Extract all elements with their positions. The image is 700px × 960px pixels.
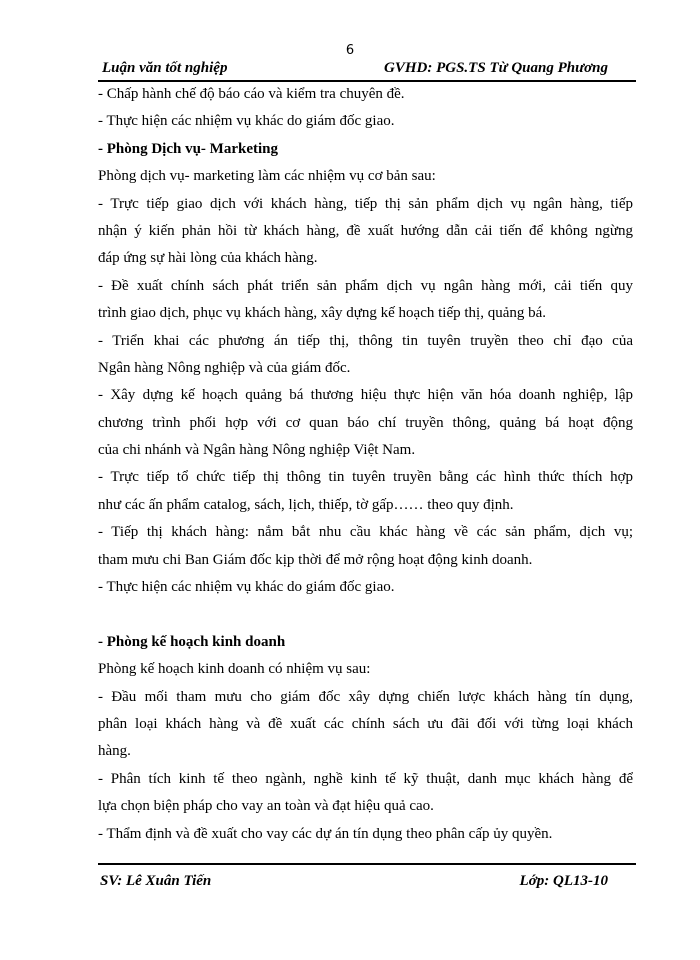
- page-number: 6: [345, 43, 355, 58]
- paragraph-gap: [98, 601, 633, 628]
- footer-student: SV: Lê Xuân Tiến: [100, 873, 212, 889]
- page-header: [98, 58, 636, 82]
- text-line: - Đề xuất chính sách phát triển sản phẩm dịch vụ ngân hàng mới, cải tiến quy: [98, 277, 633, 294]
- text-line: - Chấp hành chế độ báo cáo và kiểm tra chuyên đề.: [98, 86, 405, 102]
- document-body: [98, 81, 633, 848]
- text-line: nhận ý kiến phản hồi từ khách hàng, đề xuất hướng dẫn cải tiến để không ngừng: [98, 222, 633, 239]
- header-thesis-title: Luận văn tốt nghiệp: [102, 60, 228, 76]
- text-line: - Triển khai các phương án tiếp thị, thông tin tuyên truyền theo chỉ đạo của: [98, 332, 633, 349]
- text-line: trình giao dịch, phục vụ khách hàng, xây dựng kế hoạch tiếp thị, quảng bá.: [98, 305, 547, 322]
- text-line: Ngân hàng Nông nghiệp và của giám đốc.: [98, 359, 351, 376]
- text-line: - Trực tiếp tổ chức tiếp thị thông tin tuyên truyền bằng các hình thức thích hợp: [98, 469, 633, 486]
- text-line: đáp ứng sự hài lòng của khách hàng.: [98, 250, 318, 267]
- page-footer: [98, 863, 636, 895]
- text-line: - Thẩm định và đề xuất cho vay các dự án tín dụng theo phân cấp ủy quyền.: [98, 825, 553, 842]
- text-line: phân loại khách hàng và đề xuất các chính sách ưu đãi đối với từng loại khách: [98, 715, 633, 732]
- section-heading-business-planning: - Phòng kế hoạch kinh doanh: [98, 633, 286, 650]
- text-line: - Thực hiện các nhiệm vụ khác do giám đốc giao.: [98, 579, 395, 596]
- text-line: lựa chọn biện pháp cho vay an toàn và đạt hiệu quả cao.: [98, 798, 434, 815]
- footer-class: Lớp: QL13-10: [519, 873, 608, 889]
- text-line: tham mưu chi Ban Giám đốc kịp thời để mở rộng hoạt động kinh doanh.: [98, 551, 533, 568]
- section-heading-marketing: - Phòng Dịch vụ- Marketing: [98, 140, 278, 157]
- text-line: - Thực hiện các nhiệm vụ khác do giám đốc giao.: [98, 113, 395, 130]
- text-line: - Đầu mối tham mưu cho giám đốc xây dựng chiến lược khách hàng tín dụng,: [98, 688, 633, 705]
- text-line: - Phân tích kinh tế theo ngành, nghề kinh tế kỹ thuật, danh mục khách hàng để: [98, 770, 633, 787]
- text-line: - Tiếp thị khách hàng: nắm bắt nhu cầu khác hàng về các sản phẩm, dịch vụ;: [98, 524, 633, 541]
- text-line: hàng.: [98, 743, 131, 760]
- header-advisor: GVHD: PGS.TS Từ Quang Phương: [384, 60, 608, 76]
- text-line: - Trực tiếp giao dịch với khách hàng, tiếp thị sản phẩm dịch vụ ngân hàng, tiếp: [98, 195, 633, 212]
- text-line: Phòng kế hoạch kinh doanh có nhiệm vụ sau:: [98, 661, 371, 678]
- text-line: - Xây dựng kế hoạch quảng bá thương hiệu thực hiện văn hóa doanh nghiệp, lập: [98, 387, 633, 404]
- text-line: của chi nhánh và Ngân hàng Nông nghiệp Việt Nam.: [98, 442, 416, 459]
- text-line: như các ấn phẩm catalog, sách, lịch, thiếp, tờ gấp…… theo quy định.: [98, 496, 514, 513]
- text-line: chương trình phối hợp với cơ quan báo chí truyền thông, quảng bá hoạt động: [98, 414, 633, 431]
- text-line: Phòng dịch vụ- marketing làm các nhiệm vụ cơ bản sau:: [98, 168, 436, 185]
